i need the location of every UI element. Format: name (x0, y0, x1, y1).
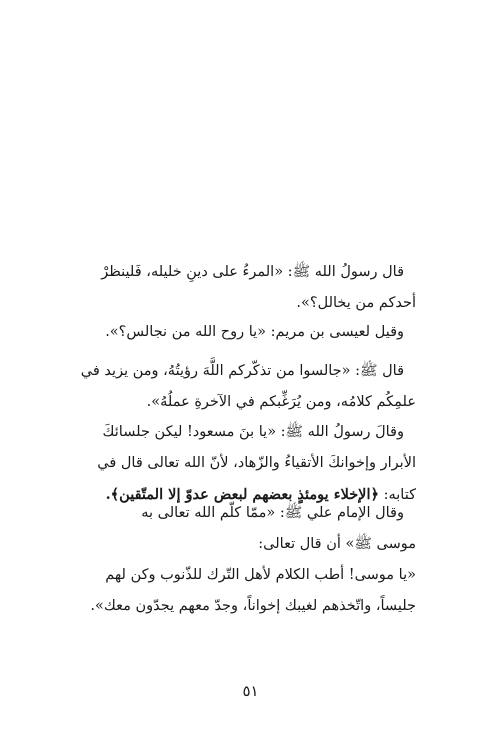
text-line: موسى ﷺ» أن قال تعالى: (258, 536, 416, 552)
paragraph-4 (72, 417, 416, 511)
text-line: وقيل لعيسى بن مريم: «يا روح الله من نجالس؟». (105, 324, 404, 340)
text-line-start: كتابه: (378, 487, 416, 503)
text-line: علمِكُم كلامُه، ومن يُرَغِّبكم في الآخرةِ عملُهُ». (146, 394, 416, 410)
text-line: الأبرار وإخوانكَ الأتقياءُ والزّهاد، لأنّ الله تعالى قال في (97, 455, 416, 471)
paragraph-6 (72, 560, 416, 622)
text-line: أحدكم من يخالل؟». (296, 295, 416, 311)
text-line: «يا موسى! أطب الكلام لأهل التّرك للذّنوب وكن لهم (105, 567, 416, 583)
paragraph-5 (72, 498, 416, 560)
text-line: قال ﷺ: «جالسوا من تذكّركم اللَّهَ رؤيتُهُ، ومن يزيد في (80, 363, 404, 379)
text-line: وقال الإمام علي ﷺ: «ممّا كلّم الله تعالى به (141, 505, 404, 521)
paragraph-2 (72, 317, 416, 348)
paragraph-1 (72, 257, 416, 319)
text-line: قال رسولُ الله ﷺ: «المرءُ على دينِ خليله، فَلينظرْ (101, 264, 404, 280)
page-number: ٥١ (242, 682, 259, 700)
text-line: وقالَ رسولُ الله ﷺ: «يا بنَ مسعود! ليكن جلسائكَ (102, 424, 404, 440)
paragraph-3 (72, 356, 416, 418)
quran-verse: ﴿الإخلاء يومئذٍ بعضهم لبعض عدوّ إلا المتّقين﴾. (105, 486, 379, 503)
text-line: جليساً، واتّخذهم لغيبك إخواناً، وجدّ معهم يجدّون معك». (90, 598, 416, 614)
